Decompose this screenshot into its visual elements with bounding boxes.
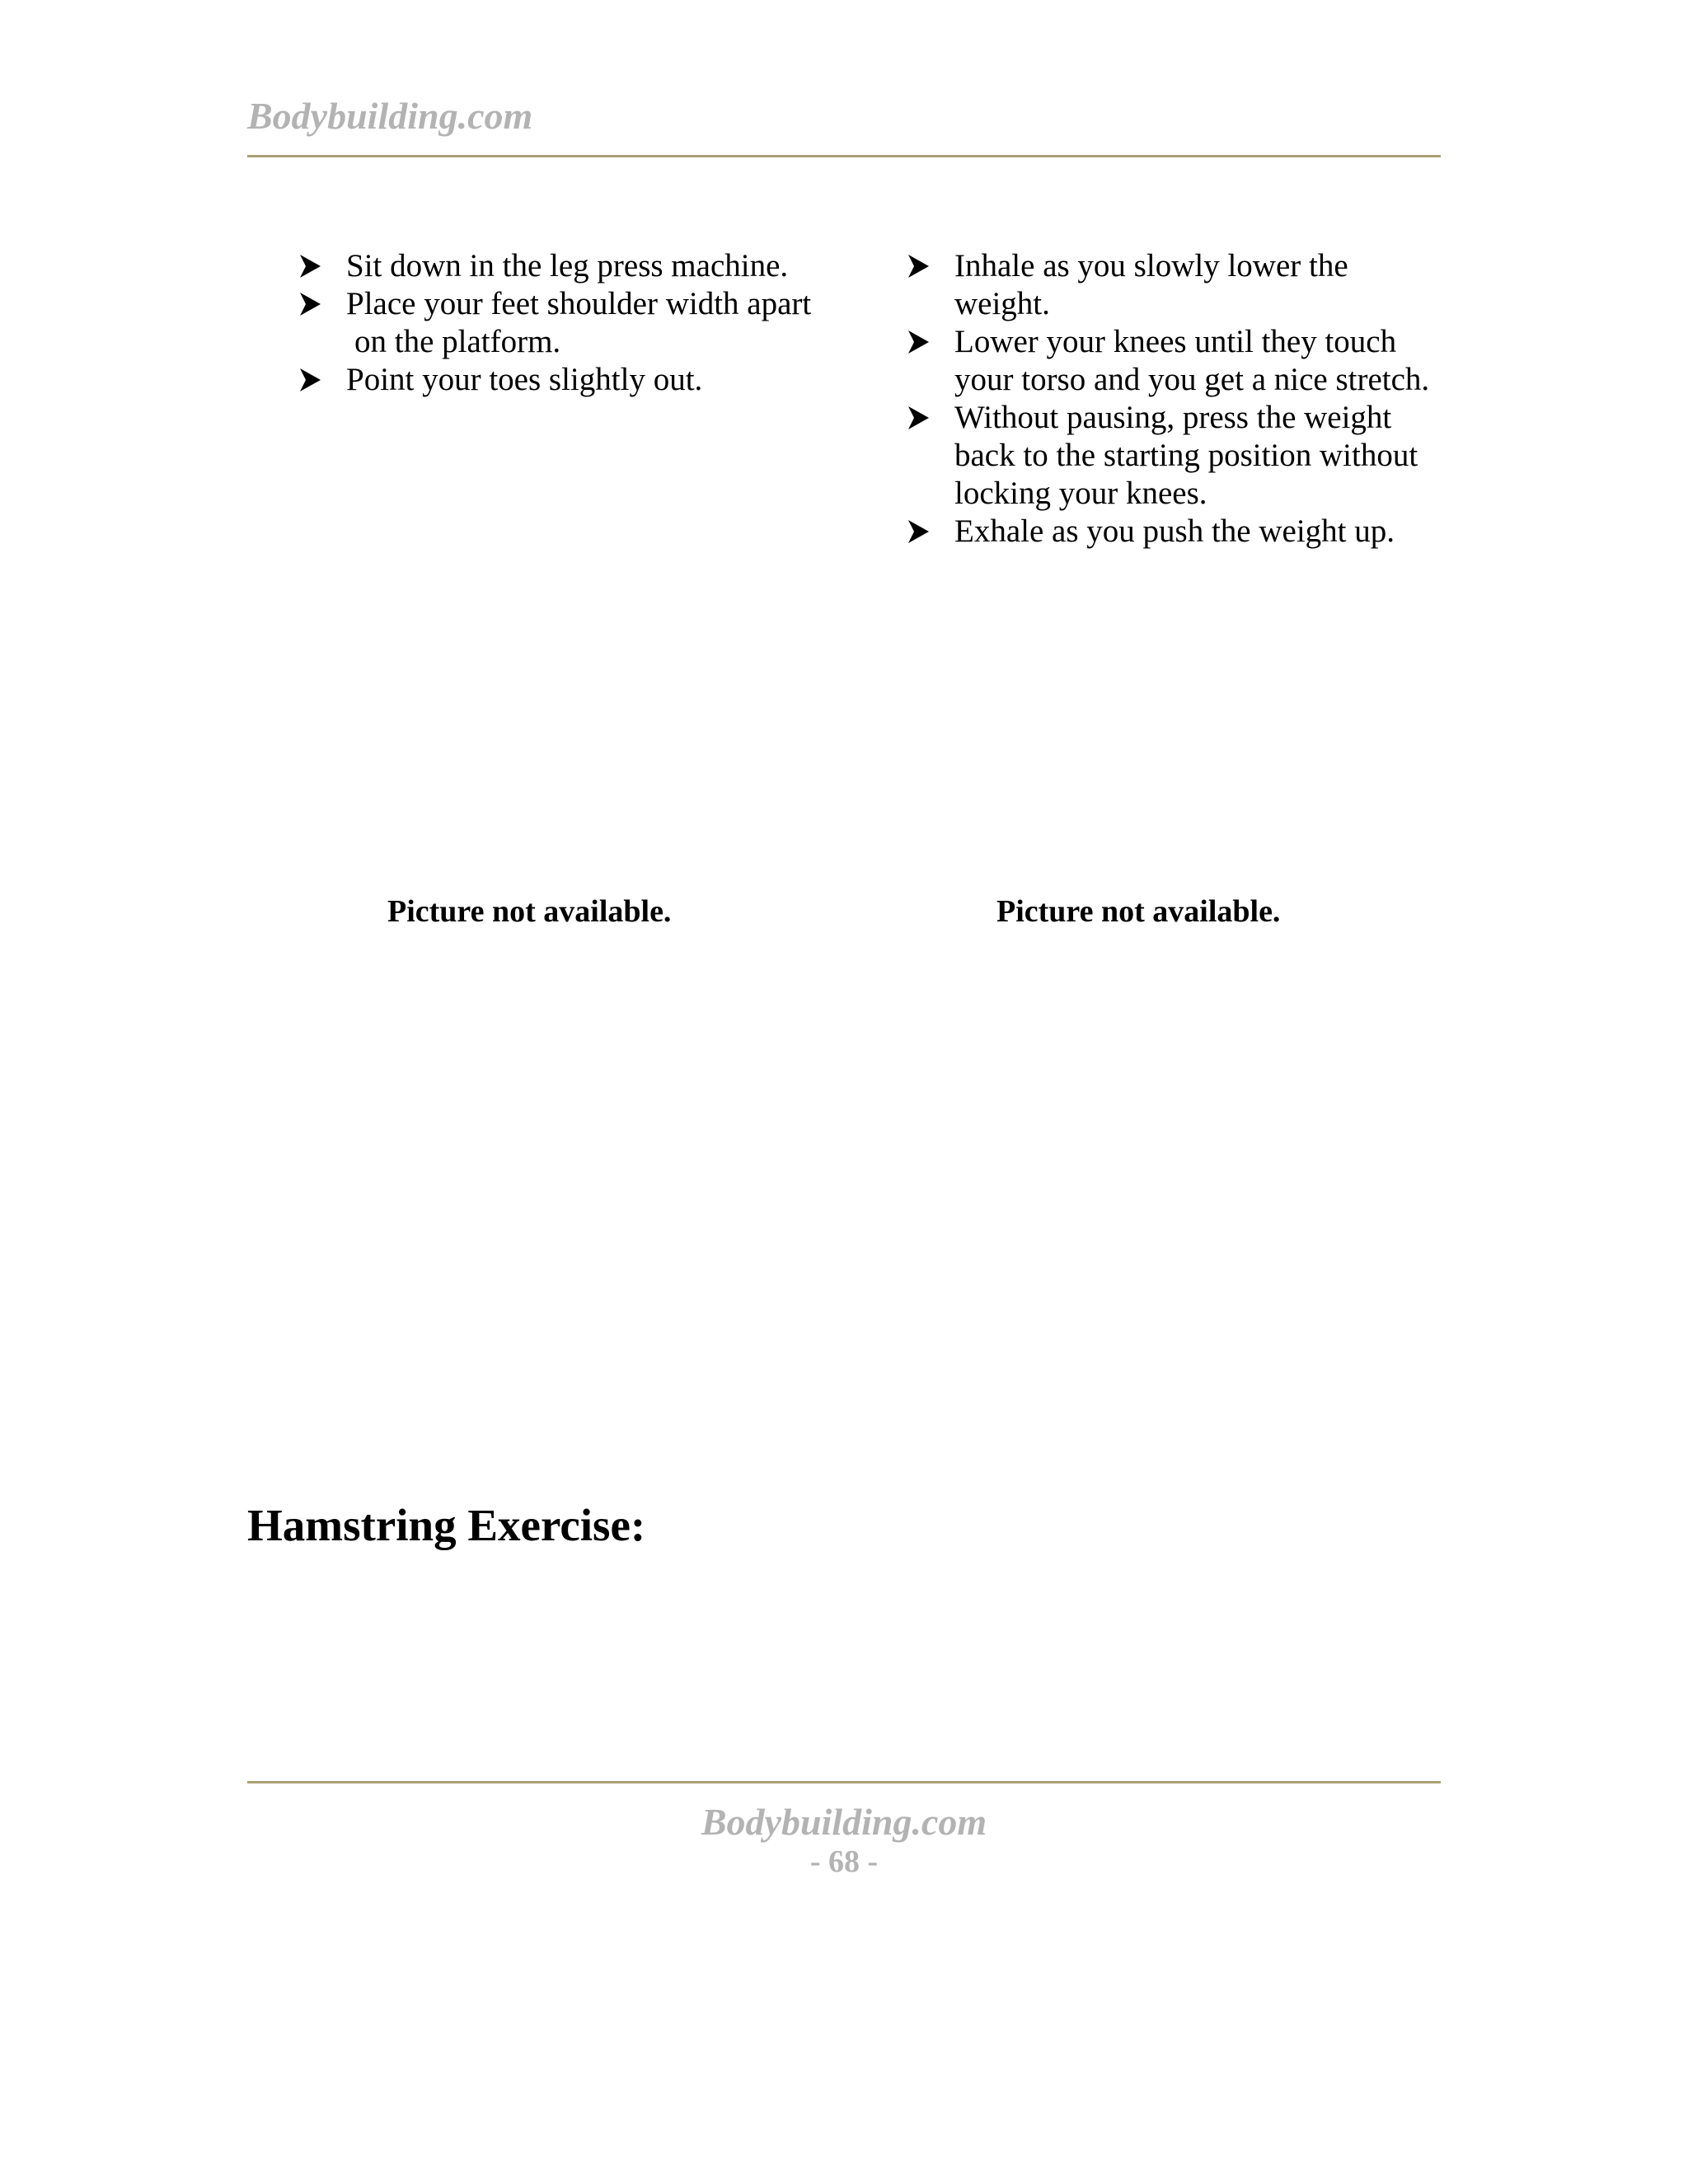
section-heading: Hamstring Exercise: xyxy=(247,1500,646,1550)
arrowhead-bullet-icon xyxy=(907,513,936,551)
step-text: Without pausing, press the weight back to the starting position without locking your knees. xyxy=(954,400,1418,511)
arrowhead-bullet-icon xyxy=(298,285,328,323)
right-step-4 xyxy=(907,513,1451,551)
step-text: Lower your knees until they touch your torso and you get a nice stretch. xyxy=(954,324,1430,397)
step-text: Point your toes slightly out. xyxy=(346,362,703,397)
right-picture-placeholder: Picture not available. xyxy=(996,894,1281,929)
arrowhead-bullet-icon xyxy=(298,247,328,285)
left-step-3 xyxy=(298,361,842,399)
footer xyxy=(247,1803,1441,1877)
left-picture-placeholder: Picture not available. xyxy=(387,894,672,929)
header-brand: Bodybuilding.com xyxy=(247,95,533,137)
arrowhead-bullet-icon xyxy=(298,361,328,399)
right-step-2 xyxy=(907,323,1451,399)
right-step-1 xyxy=(907,247,1451,323)
right-step-3 xyxy=(907,399,1451,513)
step-text: Place your feet shoulder width apart xyxy=(346,286,812,321)
left-step-2 xyxy=(298,285,842,361)
footer-brand: Bodybuilding.com xyxy=(701,1801,987,1843)
right-step-list xyxy=(907,247,1451,551)
right-column xyxy=(907,247,1451,551)
left-step-1 xyxy=(298,247,842,285)
header-divider xyxy=(247,155,1441,157)
footer-divider xyxy=(247,1781,1441,1783)
arrowhead-bullet-icon xyxy=(907,247,936,285)
arrowhead-bullet-icon xyxy=(907,399,936,437)
left-column xyxy=(298,247,842,399)
step-text: Inhale as you slowly lower the weight. xyxy=(954,248,1348,321)
step-text: Sit down in the leg press machine. xyxy=(346,248,789,284)
arrowhead-bullet-icon xyxy=(907,323,936,361)
page-number: - 68 - xyxy=(809,1844,879,1879)
left-step-list xyxy=(298,247,842,399)
step-text-continuation: on the platform. xyxy=(354,324,561,359)
step-text: Exhale as you push the weight up. xyxy=(954,513,1395,549)
